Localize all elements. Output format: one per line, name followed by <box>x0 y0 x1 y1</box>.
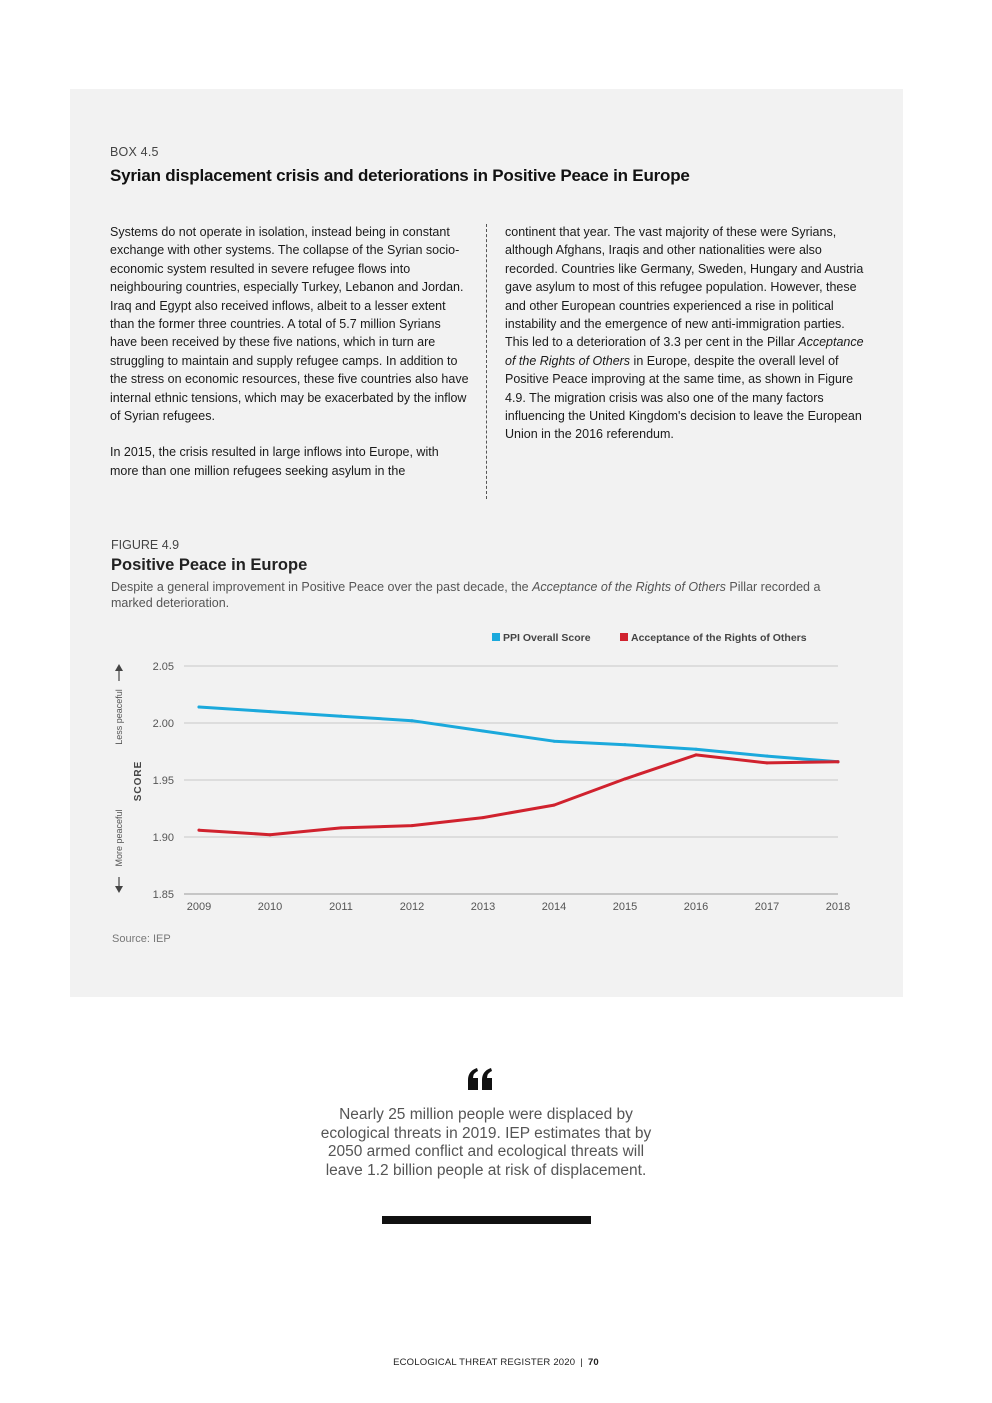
subtitle-text-a: Despite a general improvement in Positive Peace over the past decade, the <box>111 580 533 594</box>
data-point <box>340 715 343 718</box>
left-column <box>110 223 470 498</box>
data-point <box>340 826 343 829</box>
data-point <box>269 833 272 836</box>
less-peaceful-label: Less peaceful <box>114 689 124 745</box>
quote-underline-bar <box>382 1216 591 1224</box>
data-point <box>411 719 414 722</box>
x-tick-label: 2013 <box>470 901 496 913</box>
x-tick-label: 2015 <box>612 901 638 913</box>
data-point <box>695 753 698 756</box>
column-divider <box>486 224 487 499</box>
y-tick-label: 1.85 <box>152 889 174 901</box>
subtitle-text-b: Pillar recorded a marked deterioration. <box>111 580 821 610</box>
more-peaceful-label: More peaceful <box>114 809 124 867</box>
y-axis-label: SCORE <box>133 760 144 802</box>
data-point <box>411 824 414 827</box>
y-tick-label: 1.95 <box>152 775 174 787</box>
box-title: Syrian displacement crisis and deteriorations in Positive Peace in Europe <box>110 166 690 185</box>
data-point <box>624 743 627 746</box>
data-point <box>482 816 485 819</box>
series-line-ppi-overall <box>199 707 838 762</box>
right-text-b: in Europe, despite the overall level of Positive Peace improving at the same time, as shown in Figure 4.9. The migration crisis was also one of the many factors influencing the United Kingdom's decision to leave the European Union in the 2016 referendum. <box>505 353 862 442</box>
x-tick-label: 2010 <box>257 901 283 913</box>
x-tick-label: 2016 <box>683 901 709 913</box>
data-point <box>553 804 556 807</box>
data-point <box>269 710 272 713</box>
quote-icon <box>466 1067 494 1091</box>
right-column <box>505 223 865 462</box>
legend-swatch <box>620 633 628 641</box>
data-point <box>198 706 201 709</box>
data-point <box>198 829 201 832</box>
data-point <box>482 729 485 732</box>
legend-label: Acceptance of the Rights of Others <box>631 632 807 644</box>
up-arrow-icon <box>115 664 123 671</box>
subtitle-italic: Acceptance of the Rights of Others <box>532 580 726 594</box>
pillar-name-italic: Acceptance of the Rights of Others <box>505 335 864 368</box>
legend-label: PPI Overall Score <box>503 632 591 644</box>
y-tick-label: 2.00 <box>152 718 174 730</box>
right-text-a: continent that year. The vast majority of these were Syrians, although Afghans, Iraqis and other nationalities were also recorded. Countries like Germany, Sweden, Hungary and Austria gave asylum to most of this refugee population. However, these and other European countries experienced a rise in political instability and the emergence of new anti-immigration parties. This led to a deterioration of 3.3 per cent in the Pillar <box>505 225 864 350</box>
x-tick-label: 2018 <box>825 901 851 913</box>
x-tick-label: 2017 <box>754 901 780 913</box>
left-paragraph-2: In 2015, the crisis resulted in large inflows into Europe, with more than one million refugees seeking asylum in the <box>110 445 439 478</box>
down-arrow-icon <box>115 886 123 893</box>
x-tick-label: 2009 <box>186 901 212 913</box>
data-point <box>695 748 698 751</box>
left-paragraph-1: Systems do not operate in isolation, instead being in constant exchange with other systems. The collapse of the Syrian socio-economic system resulted in severe refugee flows into neighbouring countries, especially Turkey, Lebanon and Jordan. Iraq and Egypt also received inflows, albeit to a lesser extent than the former three countries. A total of 5.7 million Syrians have been received by these five nations, which in turn are struggling to maintain and supply refugee camps. In addition to the stress on economic resources, these five countries also have internal ethnic tensions, which may be exacerbated by the inflow of Syrian refugees. <box>110 225 469 424</box>
x-tick-label: 2012 <box>399 901 425 913</box>
data-point <box>624 777 627 780</box>
pull-quote: Nearly 25 million people were displaced by ecological threats in 2019. IEP estimates that by 2050 armed conflict and ecological threats will leave 1.2 billion people at risk of displacement. <box>320 1106 652 1179</box>
footer-publication: ECOLOGICAL THREAT REGISTER 2020 <box>393 1357 576 1368</box>
data-point <box>553 740 556 743</box>
y-tick-label: 2.05 <box>152 661 174 673</box>
figure-label: FIGURE 4.9 <box>111 538 180 552</box>
y-tick-label: 1.90 <box>152 832 174 844</box>
x-tick-label: 2014 <box>541 901 567 913</box>
footer-separator: | <box>580 1357 583 1368</box>
series-line-acceptance-rights <box>199 755 838 835</box>
data-point <box>766 755 769 758</box>
data-point <box>766 761 769 764</box>
x-tick-label: 2011 <box>329 901 353 913</box>
line-chart <box>100 625 870 925</box>
right-paragraph-1 <box>505 223 865 444</box>
figure-title: Positive Peace in Europe <box>111 556 308 574</box>
figure-subtitle <box>111 579 851 611</box>
data-point <box>837 760 840 763</box>
page-footer <box>0 1357 992 1368</box>
box-label: BOX 4.5 <box>110 145 159 159</box>
legend-swatch <box>492 633 500 641</box>
page-number: 70 <box>587 1357 599 1368</box>
figure-source: Source: IEP <box>112 933 171 945</box>
